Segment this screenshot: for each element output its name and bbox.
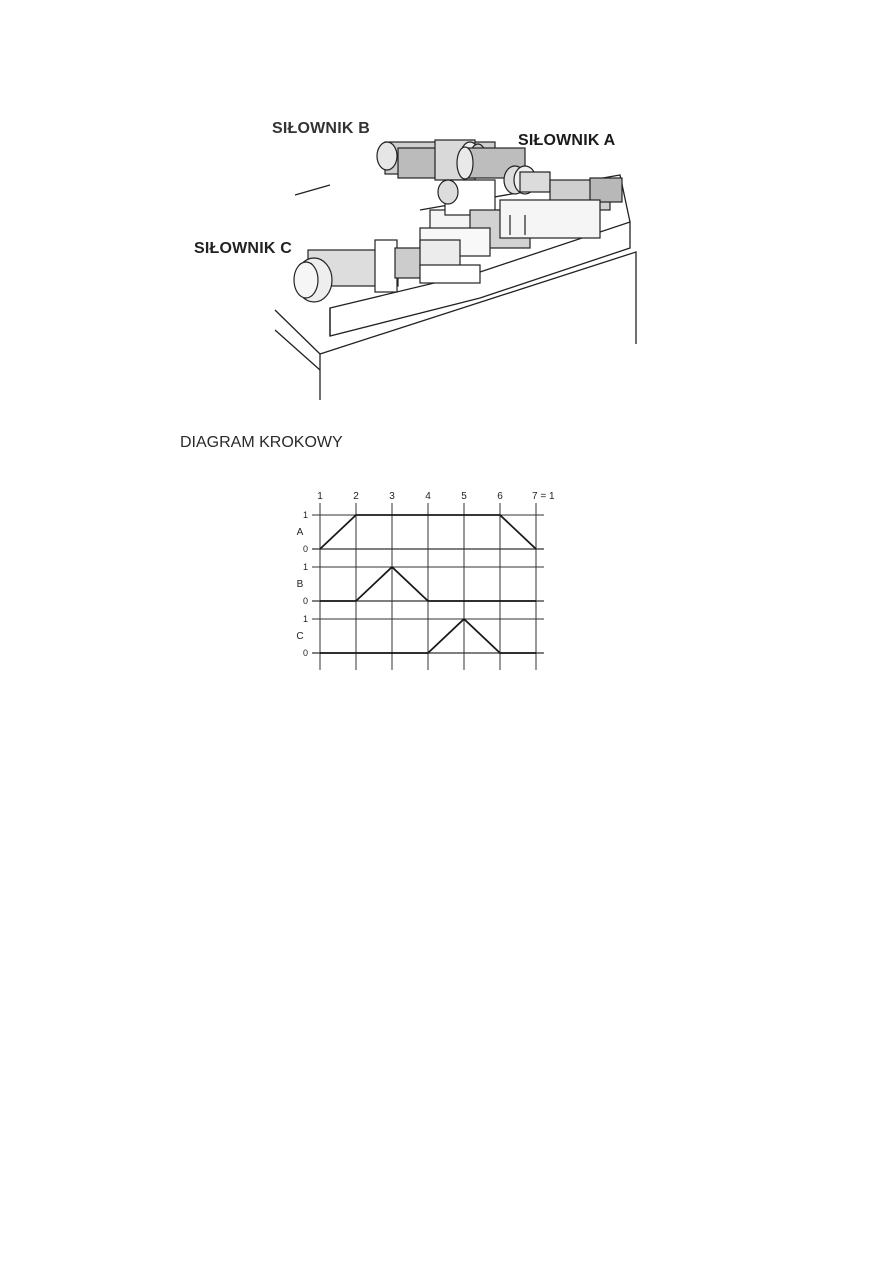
- step-label: 6: [497, 491, 503, 502]
- level-label: 0: [302, 544, 308, 554]
- level-label: 1: [302, 510, 308, 520]
- section-title: DIAGRAM KROKOWY: [180, 434, 343, 451]
- actuator-b-label: SIŁOWNIK B: [272, 120, 370, 137]
- step-label: 1: [317, 491, 323, 502]
- actuator-name: A: [296, 527, 304, 538]
- level-label: 1: [302, 562, 308, 572]
- actuator-a-label: SIŁOWNIK A: [518, 132, 616, 149]
- step-label: 5: [461, 491, 467, 502]
- level-label: 1: [302, 614, 308, 624]
- level-label: 0: [302, 596, 308, 606]
- step-label: 7 = 1: [532, 491, 555, 502]
- actuator-c-label: SIŁOWNIK C: [194, 240, 292, 257]
- step-diagram: [290, 485, 580, 675]
- level-label: 0: [302, 648, 308, 658]
- step-label: 2: [353, 491, 359, 502]
- actuator-name: B: [296, 579, 304, 590]
- step-label: 3: [389, 491, 395, 502]
- actuator-name: C: [296, 631, 304, 642]
- step-label: 4: [425, 491, 431, 502]
